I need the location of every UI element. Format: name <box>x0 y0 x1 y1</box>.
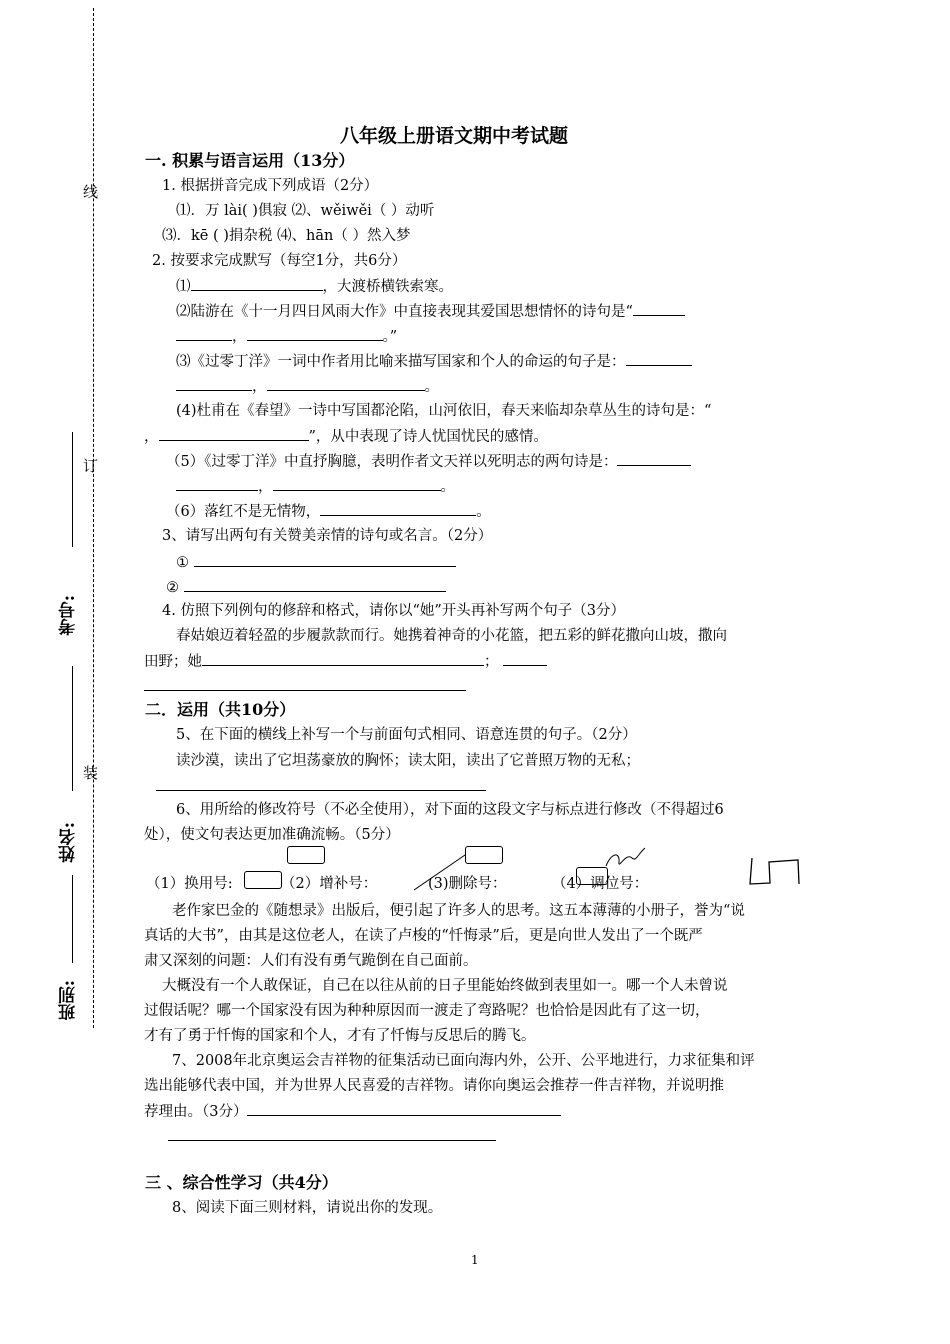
margin-banbie: 班别: <box>59 980 79 1021</box>
q6-para1-line1: 老作家巴金的《随想录》出版后，便引起了许多人的思考。这五本薄薄的小册子，誉为“说 <box>172 903 745 919</box>
page-number: 1 <box>471 1253 479 1267</box>
swap-loop-icon <box>606 848 645 866</box>
q2-item4b: ， ”，从中表现了诗人忧国忧民的感情。 <box>144 426 548 447</box>
q2-item5a: （5）《过零丁洋》中直抒胸臆，表明作者文天祥以死明志的两句诗是： <box>166 451 691 472</box>
q2-item5b: ， 。 <box>176 476 455 497</box>
q5-prompt: 5、在下面的横线上补写一个与前面句式相同、语意连贯的句子。（2分） <box>176 727 637 743</box>
symbol-delete-label: (3)删除号： <box>428 876 507 892</box>
q6-para2-line2: 过假话呢？哪一个国家没有因为种种原因而一渡走了弯路呢？也恰恰是因此有了这一切， <box>144 1003 710 1019</box>
q2-item6: （6）落红不是无情物， 。 <box>166 501 491 522</box>
margin-kaohao: 考号: <box>59 595 79 636</box>
delete-stroke-icon <box>414 855 465 890</box>
q6-para2-line1: 大概没有一个人敢保证，自己在以往从前的日子里能始终做到表里如一。哪一个人未曾说 <box>162 978 728 994</box>
q3-prompt: 3、请写出两句有关赞美亲情的诗句或名言。（2分） <box>162 528 493 544</box>
q6-prompt1: 6、用所给的修改符号（不必全使用），对下面的这段文字与标点进行修改（不得超过6 <box>176 802 724 818</box>
q5-text: 读沙漠，读出了它坦荡豪放的胸怀；读太阳，读出了它普照万物的无私； <box>176 753 640 769</box>
q7-line1: 7、2008年北京奥运会吉祥物的征集活动已面向海内外，公开、公平地进行，力求征集和评 <box>172 1053 755 1069</box>
section1-heading: 一. 积累与语言运用（13分） <box>145 151 355 170</box>
move-symbol-icon <box>750 858 799 884</box>
q2-item3b: ， 。 <box>176 376 439 397</box>
section2-heading: 二．运用（共10分） <box>145 700 296 719</box>
q4-continuation: 田野；她 ； <box>144 651 547 672</box>
q2-prompt: 2. 按要求完成默写（每空1分，共6分） <box>152 253 407 269</box>
page-title: 八年级上册语文期中考试题 <box>340 125 569 147</box>
q6-para1-line3: 肃又深刻的问题：人们有没有勇气跪倒在自己面前。 <box>144 953 478 969</box>
q7-line3: 荐理由。（3分） <box>144 1101 561 1122</box>
q7-line2: 选出能够代表中国，并为世界人民喜爱的吉祥物。请你向奥运会推荐一件吉祥物，并说明推 <box>144 1078 724 1094</box>
q7-answer-line <box>168 1140 496 1141</box>
q2-item2b: ， 。” <box>176 326 397 347</box>
q3-answer2: ② <box>166 577 446 598</box>
margin-xian: 线 <box>81 184 99 199</box>
q1-line2: ⑶．kē ( )捐杂税 ⑷、hān（ ）然入梦 <box>162 228 411 244</box>
symbol-insert-label: （2）增补号： <box>281 876 378 892</box>
q2-item4a: (4)杜甫在《春望》一诗中写国都沦陷，山河依旧，春天来临却杂草丛生的诗句是：“ <box>176 403 712 419</box>
section3-heading: 三 、综合性学习（共4分） <box>145 1173 338 1192</box>
q6-para2-line3: 才有了勇于忏悔的国家和个人，才有了忏悔与反思后的腾飞。 <box>144 1028 536 1044</box>
q8-prompt: 8、阅读下面三则材料，请说出你的发现。 <box>172 1200 443 1216</box>
q2-item3a: ⑶《过零丁洋》一词中作者用比喻来描写国家和个人的命运的句子是： <box>176 351 692 372</box>
q6-prompt2: 处），使文句表达更加准确流畅。（5分） <box>144 827 400 843</box>
margin-ding: 订 <box>81 458 99 473</box>
q1-line1: ⑴．万 lài( )俱寂 ⑵、wěiwěi（ ）动听 <box>176 203 435 219</box>
margin-zhuang: 装 <box>81 765 99 780</box>
symbol-replace-label: （1）换用号: <box>146 876 233 892</box>
q1-prompt: 1. 根据拼音完成下列成语（2分） <box>162 178 379 194</box>
q6-para1-line2: 真话的大书”，由其是这位老人，在读了卢梭的“忏悔录”后，更是向世人发出了一个既严 <box>144 928 703 944</box>
q3-answer1: ① <box>176 552 456 573</box>
margin-xingming: 姓名: <box>59 822 79 863</box>
q4-prompt: 4. 仿照下列例句的修辞和格式，请你以“她”开头再补写两个句子（3分） <box>162 603 625 619</box>
q4-example: 春姑娘迈着轻盈的步履款款而行。她携着神奇的小花篮，把五彩的鲜花撒向山坡，撒向 <box>176 628 727 644</box>
q2-item2a: ⑵陆游在《十一月四日风雨大作》中直接表现其爱国思想情怀的诗句是“ <box>176 301 685 322</box>
q2-item1: ⑴ ，大渡桥横铁索寒。 <box>176 276 453 297</box>
symbol-swap-label: （4）调位号： <box>552 876 649 892</box>
